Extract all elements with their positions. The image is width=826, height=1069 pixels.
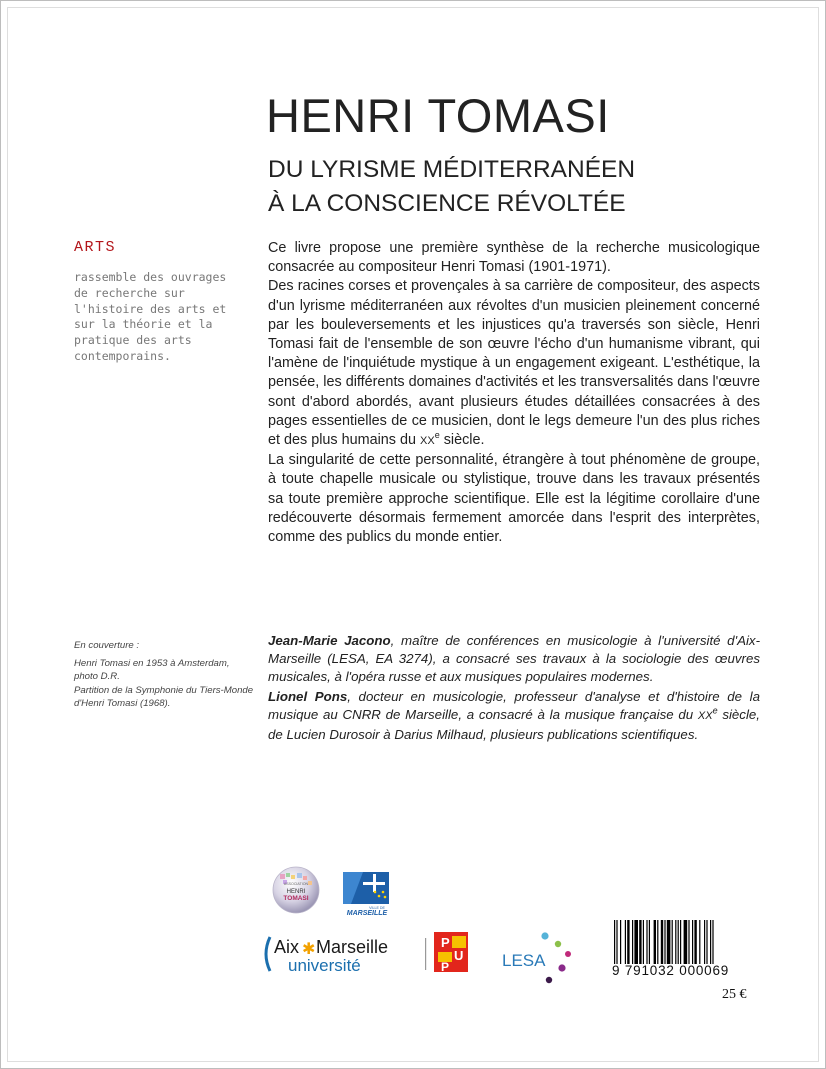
book-subtitle: [268, 153, 635, 221]
summary-paragraph-1: Ce livre propose une première synthèse de la recherche musicologique consacrée au compositeur Henri Tomasi (1901-1971).: [268, 240, 760, 276]
marseille-logo-small-text: VILLE DE: [369, 906, 385, 910]
cover-credit-label: En couverture :: [74, 640, 140, 651]
barcode-bar: [616, 920, 617, 964]
barcode-bar: [634, 920, 638, 964]
lesa-logo: [500, 928, 580, 986]
aix-marseille-universite-logo: [260, 934, 430, 974]
pup-logo: [432, 930, 472, 974]
author-bios: [268, 632, 760, 747]
collection-name: ARTS: [74, 239, 117, 256]
tomasi-logo-top-text: ASSOCIATION: [283, 882, 309, 886]
barcode-bar: [620, 920, 621, 964]
isbn-number: 9 791032 000069: [612, 963, 730, 978]
barcode-bar: [678, 920, 679, 964]
barcode-bar: [625, 920, 626, 964]
price: 25 €: [722, 987, 747, 1002]
barcode-bar: [672, 920, 673, 964]
amu-logo-aix: Aix: [274, 937, 300, 957]
barcode-bar: [661, 920, 663, 964]
barcode-bar: [639, 920, 641, 964]
cover-credit-line-2: Partition de la Symphonie du Tiers-Monde d'Henri Tomasi (1968).: [74, 684, 254, 709]
barcode-bar: [627, 920, 629, 964]
association-tomasi-logo: [272, 866, 320, 914]
author-name: Lionel Pons: [268, 689, 348, 705]
subtitle-line-2: À LA CONSCIENCE RÉVOLTÉE: [268, 190, 626, 217]
book-summary: [268, 239, 760, 547]
barcode-bar: [643, 920, 644, 964]
pup-letter-1: P: [441, 935, 450, 950]
barcode: [612, 920, 758, 964]
barcode-bar: [692, 920, 693, 964]
amu-logo-universite: université: [288, 956, 361, 974]
collection-description: rassemble des ouvrages de recherche sur l'histoire des arts et sur la théorie et la pratique des arts contemporains.: [74, 270, 227, 363]
barcode-bar: [667, 920, 671, 964]
barcode-bar: [699, 920, 700, 964]
barcode-bar: [664, 920, 665, 964]
author-name: Jean-Marie Jacono: [268, 633, 391, 648]
pup-letter-2: U: [454, 948, 464, 963]
tomasi-logo-name-2: TOMASI: [283, 895, 309, 902]
barcode-bar: [675, 920, 676, 964]
barcode-bar: [654, 920, 656, 964]
pup-letter-3: P: [441, 960, 450, 974]
ville-de-marseille-logo: [341, 870, 391, 916]
summary-paragraph-3: La singularité de cette personnalité, étrangère à tout phénomène de groupe, à toute chapelle musicale ou stylistique, trouve dans les travaux présentés sa toute première approche scientifique. Elle est la légitime corollaire d'une redécouverte désormais fermement amorcée dans l'esprit des interprètes, comme des publics du monde entier.: [268, 452, 760, 546]
amu-logo-marseille: Marseille: [316, 937, 389, 957]
cover-credit-line-1: Henri Tomasi en 1953 à Amsterdam, photo D.R.: [74, 658, 230, 683]
barcode-bar: [712, 920, 713, 964]
barcode-bar: [710, 920, 711, 964]
barcode-bar: [688, 920, 689, 964]
barcode-bar: [680, 920, 681, 964]
barcode-bar: [657, 920, 658, 964]
lesa-logo-text: LESA: [502, 951, 546, 970]
amu-logo-star-icon: ✱: [302, 941, 316, 958]
barcode-bar: [632, 920, 633, 964]
marseille-logo-text: MARSEILLE: [346, 910, 388, 916]
cover-credit: [74, 639, 254, 710]
author-bio-1: Jean-Marie Jacono, maître de conférences en musicologie à l'université d'Aix-Marseille (LESA, EA 3274), a consacré ses travaux à la sociologie des œuvres musicales, à l'opéra russe et aux musiques populaires modernes.: [268, 633, 761, 684]
barcode-bar: [646, 920, 647, 964]
barcode-bar: [694, 920, 696, 964]
barcode-bar: [649, 920, 650, 964]
book-title: HENRI TOMASI: [266, 89, 610, 142]
barcode-bar: [684, 920, 688, 964]
subtitle-line-1: DU LYRISME MÉDITERRANÉEN: [268, 156, 636, 183]
summary-paragraph-2: Des racines corses et provençales à sa carrière de compositeur, des aspects d'un lyrisme méditerranéen aux révoltes d'un musicien pleinement concerné par les bouleversements et les injustices qu'a traversés son siècle, Henri Tomasi fait de l'ensemble de son œuvre l'écho d'un humanisme vibrant, qui l'amène de l'inquiétude mystique à un engagement exigeant. L'esthétique, la pensée, les différents domaines d'activités et les transversalités dans l'œuvre sont d'abord abordés, avant plusieurs études détaillées consacrées à des pages essentielles de ce musicien, dont le legs demeure l'un des plus riches et des plus humains du XXe siècle.: [268, 278, 760, 449]
barcode-bar: [706, 920, 707, 964]
tomasi-logo-name-1: HENRI: [286, 889, 306, 895]
author-bio-2: Lionel Pons, docteur en musicologie, professeur d'analyse et d'histoire de la musique au CNRR de Marseille, a consacré à la musique française du XXe siècle, de Lucien Durosoir à Darius Milhaud, plusieurs publications scientifiques.: [268, 689, 761, 742]
barcode-bar: [614, 920, 615, 964]
barcode-bar: [704, 920, 705, 964]
